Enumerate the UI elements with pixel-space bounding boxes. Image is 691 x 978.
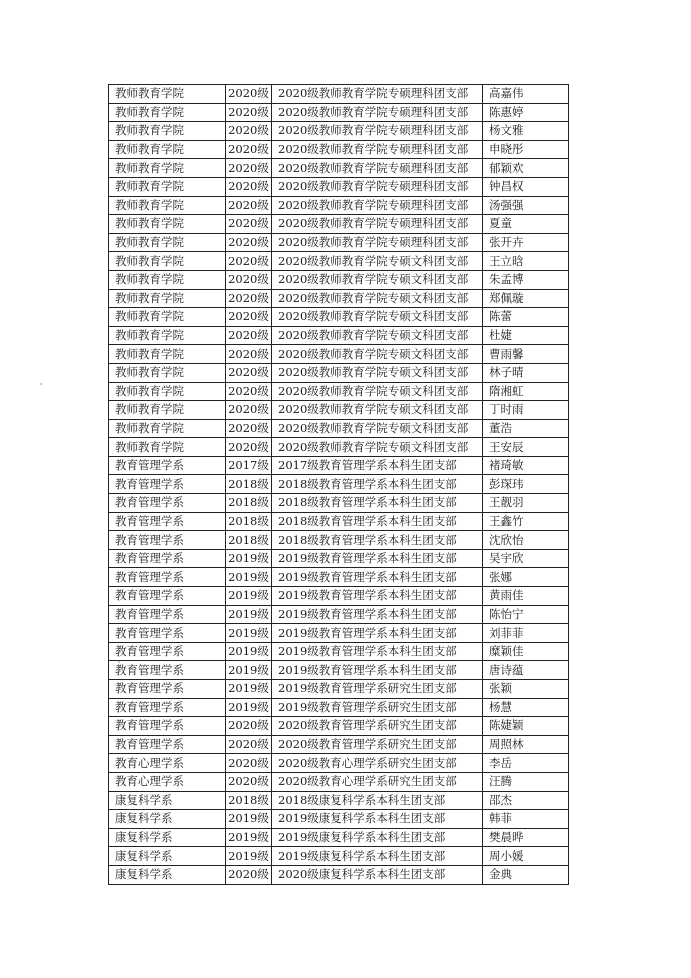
grade-cell: 2020级 <box>226 717 272 736</box>
scan-speck <box>118 661 120 663</box>
college-cell: 教师教育学院 <box>109 438 226 457</box>
college-cell: 教师教育学院 <box>109 215 226 234</box>
grade-cell: 2020级 <box>226 419 272 438</box>
grade-cell: 2020级 <box>226 382 272 401</box>
branch-cell: 2020级教师教育学院专硕理科团支部 <box>272 177 483 196</box>
college-cell: 教育管理学系 <box>109 475 226 494</box>
college-cell: 教育管理学系 <box>109 456 226 475</box>
branch-cell: 2020级教师教育学院专硕文科团支部 <box>272 270 483 289</box>
college-cell: 教师教育学院 <box>109 85 226 104</box>
branch-cell: 2018级教育管理学系本科生团支部 <box>272 494 483 513</box>
name-cell: 金典 <box>483 865 569 884</box>
name-cell: 吴宇欣 <box>483 549 569 568</box>
college-cell: 教师教育学院 <box>109 177 226 196</box>
table-row <box>109 624 569 643</box>
name-cell: 董浩 <box>483 419 569 438</box>
name-cell: 夏童 <box>483 215 569 234</box>
college-cell: 教育管理学系 <box>109 642 226 661</box>
grade-cell: 2018级 <box>226 494 272 513</box>
table-row <box>109 568 569 587</box>
grade-cell: 2019级 <box>226 549 272 568</box>
grade-cell: 2020级 <box>226 252 272 271</box>
college-cell: 教育管理学系 <box>109 624 226 643</box>
member-list-table <box>108 84 569 885</box>
grade-cell: 2020级 <box>226 865 272 884</box>
branch-cell: 2020级教师教育学院专硕文科团支部 <box>272 289 483 308</box>
grade-cell: 2019级 <box>226 642 272 661</box>
college-cell: 教育管理学系 <box>109 735 226 754</box>
college-cell: 教师教育学院 <box>109 196 226 215</box>
table-row <box>109 308 569 327</box>
branch-cell: 2020级教育管理学系研究生团支部 <box>272 717 483 736</box>
table-row <box>109 642 569 661</box>
table-row <box>109 85 569 104</box>
table-row <box>109 717 569 736</box>
branch-cell: 2020级康复科学系本科生团支部 <box>272 865 483 884</box>
branch-cell: 2019级教育管理学系本科生团支部 <box>272 605 483 624</box>
name-cell: 沈欣怡 <box>483 531 569 550</box>
college-cell: 教师教育学院 <box>109 122 226 141</box>
branch-cell: 2020级教师教育学院专硕文科团支部 <box>272 382 483 401</box>
college-cell: 教师教育学院 <box>109 401 226 420</box>
branch-cell: 2017级教育管理学系本科生团支部 <box>272 456 483 475</box>
grade-cell: 2018级 <box>226 531 272 550</box>
branch-cell: 2020级教师教育学院专硕理科团支部 <box>272 85 483 104</box>
college-cell: 教育管理学系 <box>109 587 226 606</box>
college-cell: 康复科学系 <box>109 847 226 866</box>
college-cell: 教师教育学院 <box>109 308 226 327</box>
name-cell: 张开卉 <box>483 233 569 252</box>
college-cell: 教师教育学院 <box>109 363 226 382</box>
college-cell: 教师教育学院 <box>109 270 226 289</box>
grade-cell: 2020级 <box>226 196 272 215</box>
grade-cell: 2019级 <box>226 624 272 643</box>
branch-cell: 2020级教师教育学院专硕理科团支部 <box>272 233 483 252</box>
grade-cell: 2020级 <box>226 215 272 234</box>
grade-cell: 2019级 <box>226 605 272 624</box>
name-cell: 陈婕颖 <box>483 717 569 736</box>
college-cell: 教师教育学院 <box>109 326 226 345</box>
table-row <box>109 475 569 494</box>
college-cell: 康复科学系 <box>109 865 226 884</box>
branch-cell: 2019级康复科学系本科生团支部 <box>272 810 483 829</box>
branch-cell: 2019级教育管理学系本科生团支部 <box>272 661 483 680</box>
table-row <box>109 382 569 401</box>
name-cell: 王立晗 <box>483 252 569 271</box>
name-cell: 彭琛玮 <box>483 475 569 494</box>
name-cell: 糜颖佳 <box>483 642 569 661</box>
table-row <box>109 531 569 550</box>
branch-cell: 2019级教育管理学系研究生团支部 <box>272 680 483 699</box>
college-cell: 教育管理学系 <box>109 494 226 513</box>
branch-cell: 2020级教师教育学院专硕文科团支部 <box>272 438 483 457</box>
table-row <box>109 159 569 178</box>
table-row <box>109 754 569 773</box>
college-cell: 教师教育学院 <box>109 159 226 178</box>
name-cell: 朱孟博 <box>483 270 569 289</box>
branch-cell: 2018级教育管理学系本科生团支部 <box>272 512 483 531</box>
grade-cell: 2020级 <box>226 85 272 104</box>
college-cell: 康复科学系 <box>109 791 226 810</box>
branch-cell: 2020级教师教育学院专硕文科团支部 <box>272 308 483 327</box>
table-row <box>109 828 569 847</box>
college-cell: 教育心理学系 <box>109 772 226 791</box>
table-row <box>109 177 569 196</box>
grade-cell: 2020级 <box>226 103 272 122</box>
branch-cell: 2020级教师教育学院专硕理科团支部 <box>272 103 483 122</box>
table-row <box>109 680 569 699</box>
college-cell: 康复科学系 <box>109 810 226 829</box>
college-cell: 教师教育学院 <box>109 289 226 308</box>
branch-cell: 2019级教育管理学系本科生团支部 <box>272 642 483 661</box>
name-cell: 陈怡宁 <box>483 605 569 624</box>
branch-cell: 2020级教育管理学系研究生团支部 <box>272 735 483 754</box>
table-row <box>109 140 569 159</box>
grade-cell: 2020级 <box>226 438 272 457</box>
grade-cell: 2020级 <box>226 735 272 754</box>
table-row <box>109 103 569 122</box>
grade-cell: 2019级 <box>226 828 272 847</box>
grade-cell: 2020级 <box>226 289 272 308</box>
branch-cell: 2020级教师教育学院专硕文科团支部 <box>272 252 483 271</box>
table-row <box>109 810 569 829</box>
table-row <box>109 233 569 252</box>
name-cell: 杨慧 <box>483 698 569 717</box>
branch-cell: 2020级教师教育学院专硕理科团支部 <box>272 140 483 159</box>
name-cell: 王靓羽 <box>483 494 569 513</box>
table-row <box>109 289 569 308</box>
name-cell: 郁颖欢 <box>483 159 569 178</box>
table-row <box>109 363 569 382</box>
grade-cell: 2020级 <box>226 308 272 327</box>
table-row <box>109 605 569 624</box>
branch-cell: 2020级教师教育学院专硕文科团支部 <box>272 326 483 345</box>
name-cell: 周照林 <box>483 735 569 754</box>
name-cell: 林子晴 <box>483 363 569 382</box>
branch-cell: 2019级教育管理学系研究生团支部 <box>272 698 483 717</box>
college-cell: 教师教育学院 <box>109 252 226 271</box>
college-cell: 教师教育学院 <box>109 419 226 438</box>
table-row <box>109 326 569 345</box>
table-row <box>109 270 569 289</box>
name-cell: 申晓彤 <box>483 140 569 159</box>
name-cell: 杨文雅 <box>483 122 569 141</box>
college-cell: 教育管理学系 <box>109 698 226 717</box>
table-row <box>109 196 569 215</box>
name-cell: 郑佩璇 <box>483 289 569 308</box>
college-cell: 教师教育学院 <box>109 140 226 159</box>
grade-cell: 2020级 <box>226 326 272 345</box>
grade-cell: 2019级 <box>226 661 272 680</box>
table-row <box>109 438 569 457</box>
branch-cell: 2018级教育管理学系本科生团支部 <box>272 531 483 550</box>
college-cell: 教师教育学院 <box>109 103 226 122</box>
branch-cell: 2020级教师教育学院专硕理科团支部 <box>272 196 483 215</box>
grade-cell: 2020级 <box>226 363 272 382</box>
name-cell: 黄雨佳 <box>483 587 569 606</box>
name-cell: 刘菲菲 <box>483 624 569 643</box>
name-cell: 陈惠婷 <box>483 103 569 122</box>
name-cell: 丁时雨 <box>483 401 569 420</box>
grade-cell: 2019级 <box>226 698 272 717</box>
table-row <box>109 587 569 606</box>
college-cell: 教师教育学院 <box>109 345 226 364</box>
grade-cell: 2019级 <box>226 587 272 606</box>
grade-cell: 2020级 <box>226 345 272 364</box>
table-row <box>109 512 569 531</box>
college-cell: 教育心理学系 <box>109 754 226 773</box>
table-row <box>109 698 569 717</box>
branch-cell: 2019级教育管理学系本科生团支部 <box>272 568 483 587</box>
name-cell: 张颖 <box>483 680 569 699</box>
branch-cell: 2020级教育心理学系研究生团支部 <box>272 772 483 791</box>
college-cell: 教师教育学院 <box>109 382 226 401</box>
table-row <box>109 215 569 234</box>
branch-cell: 2019级康复科学系本科生团支部 <box>272 828 483 847</box>
name-cell: 周小媛 <box>483 847 569 866</box>
branch-cell: 2018级康复科学系本科生团支部 <box>272 791 483 810</box>
table-row <box>109 735 569 754</box>
name-cell: 隋湘虹 <box>483 382 569 401</box>
name-cell: 邵杰 <box>483 791 569 810</box>
name-cell: 曹雨馨 <box>483 345 569 364</box>
name-cell: 韩菲 <box>483 810 569 829</box>
college-cell: 教师教育学院 <box>109 233 226 252</box>
grade-cell: 2020级 <box>226 122 272 141</box>
table-row <box>109 456 569 475</box>
grade-cell: 2020级 <box>226 140 272 159</box>
name-cell: 王安辰 <box>483 438 569 457</box>
grade-cell: 2019级 <box>226 810 272 829</box>
branch-cell: 2020级教育心理学系研究生团支部 <box>272 754 483 773</box>
grade-cell: 2020级 <box>226 159 272 178</box>
grade-cell: 2018级 <box>226 512 272 531</box>
college-cell: 教育管理学系 <box>109 568 226 587</box>
college-cell: 教育管理学系 <box>109 717 226 736</box>
branch-cell: 2019级教育管理学系本科生团支部 <box>272 587 483 606</box>
branch-cell: 2020级教师教育学院专硕文科团支部 <box>272 401 483 420</box>
table-row <box>109 494 569 513</box>
college-cell: 教育管理学系 <box>109 661 226 680</box>
grade-cell: 2020级 <box>226 270 272 289</box>
scan-speck <box>40 383 42 385</box>
grade-cell: 2019级 <box>226 568 272 587</box>
name-cell: 张娜 <box>483 568 569 587</box>
college-cell: 教育管理学系 <box>109 605 226 624</box>
college-cell: 教育管理学系 <box>109 512 226 531</box>
name-cell: 陈蕾 <box>483 308 569 327</box>
name-cell: 汪腾 <box>483 772 569 791</box>
name-cell: 高嘉伟 <box>483 85 569 104</box>
table-row <box>109 252 569 271</box>
table-row <box>109 419 569 438</box>
name-cell: 唐诗蕴 <box>483 661 569 680</box>
grade-cell: 2018级 <box>226 475 272 494</box>
branch-cell: 2020级教师教育学院专硕理科团支部 <box>272 122 483 141</box>
name-cell: 汤强强 <box>483 196 569 215</box>
grade-cell: 2018级 <box>226 791 272 810</box>
branch-cell: 2019级教育管理学系本科生团支部 <box>272 549 483 568</box>
table-row <box>109 661 569 680</box>
table-row <box>109 549 569 568</box>
branch-cell: 2020级教师教育学院专硕理科团支部 <box>272 215 483 234</box>
college-cell: 教育管理学系 <box>109 531 226 550</box>
grade-cell: 2019级 <box>226 680 272 699</box>
grade-cell: 2020级 <box>226 754 272 773</box>
name-cell: 钟昌权 <box>483 177 569 196</box>
grade-cell: 2020级 <box>226 772 272 791</box>
name-cell: 李岳 <box>483 754 569 773</box>
branch-cell: 2020级教师教育学院专硕文科团支部 <box>272 363 483 382</box>
table-row <box>109 401 569 420</box>
college-cell: 教育管理学系 <box>109 549 226 568</box>
table-row <box>109 865 569 884</box>
grade-cell: 2020级 <box>226 401 272 420</box>
table-row <box>109 791 569 810</box>
branch-cell: 2018级教育管理学系本科生团支部 <box>272 475 483 494</box>
branch-cell: 2020级教师教育学院专硕文科团支部 <box>272 419 483 438</box>
name-cell: 褚琦敏 <box>483 456 569 475</box>
name-cell: 王鑫竹 <box>483 512 569 531</box>
table-body <box>109 85 569 885</box>
table-row <box>109 345 569 364</box>
branch-cell: 2019级康复科学系本科生团支部 <box>272 847 483 866</box>
college-cell: 康复科学系 <box>109 828 226 847</box>
grade-cell: 2019级 <box>226 847 272 866</box>
branch-cell: 2020级教师教育学院专硕文科团支部 <box>272 345 483 364</box>
college-cell: 教育管理学系 <box>109 680 226 699</box>
table-row <box>109 847 569 866</box>
name-cell: 樊晨晔 <box>483 828 569 847</box>
grade-cell: 2020级 <box>226 233 272 252</box>
branch-cell: 2019级教育管理学系本科生团支部 <box>272 624 483 643</box>
table-row <box>109 122 569 141</box>
branch-cell: 2020级教师教育学院专硕理科团支部 <box>272 159 483 178</box>
grade-cell: 2020级 <box>226 177 272 196</box>
table-row <box>109 772 569 791</box>
grade-cell: 2017级 <box>226 456 272 475</box>
name-cell: 杜婕 <box>483 326 569 345</box>
